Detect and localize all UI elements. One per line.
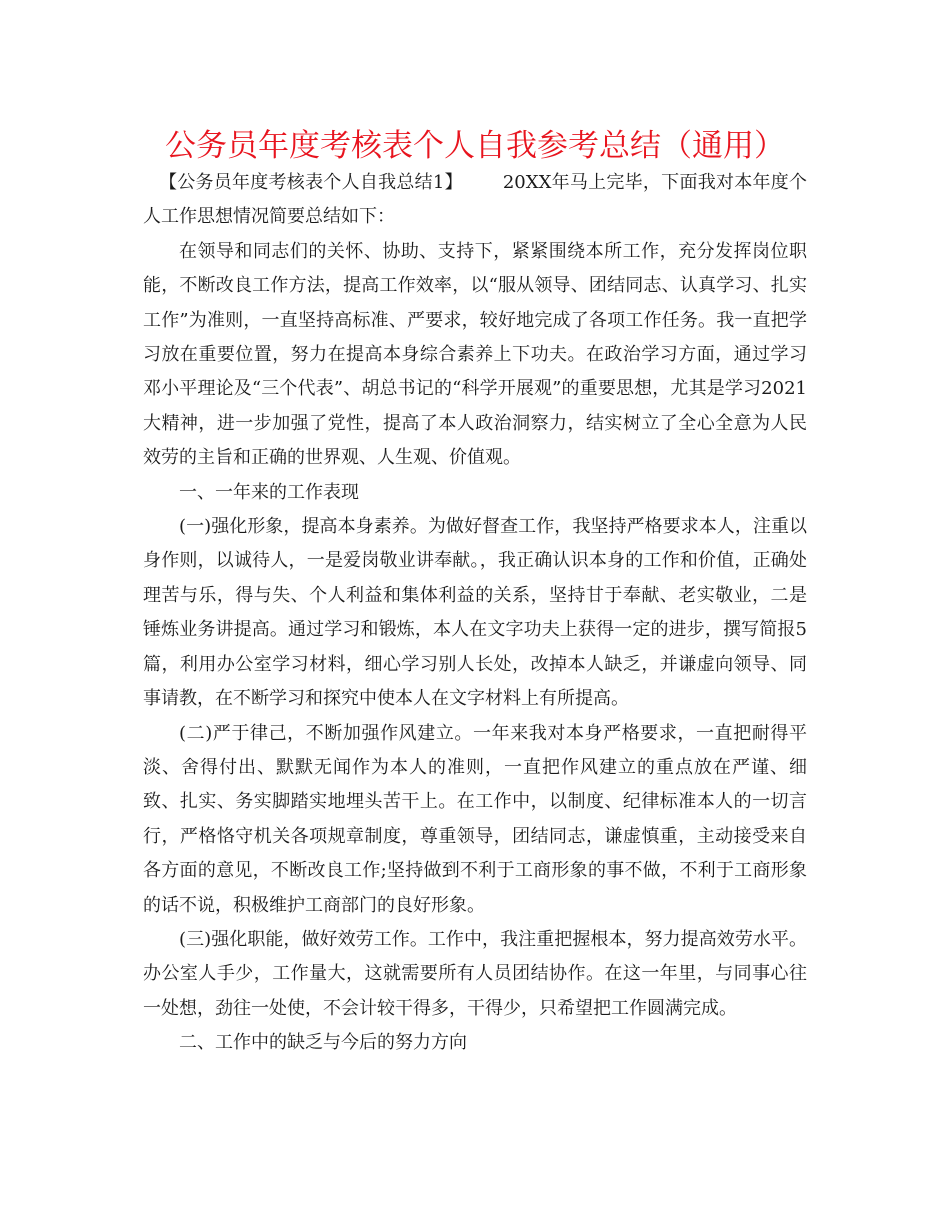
document-body (143, 166, 807, 1061)
document-title: 公务员年度考核表个人自我参考总结（通用） (165, 128, 785, 164)
paragraph-item-3: (三)强化职能，做好效劳工作。工作中，我注重把握根本，努力提高效劳水平。办公室人手少，工作量大，这就需要所有人员团结协作。在这一年里，与同事心往一处想，劲往一处使，不会计较干得多，干得少，只希望把工作圆满完成。 (143, 928, 807, 1019)
lead-text: 20XX年马上完毕，下面我对本年度个人工作思想情况简要总结如下： (143, 172, 807, 228)
lead-tag: 【公务员年度考核表个人自我总结1】 (159, 172, 463, 193)
section-heading-2: 二、工作中的缺乏与今后的努力方向 (179, 1032, 467, 1054)
section-heading-1: 一、一年来的工作表现 (179, 481, 359, 503)
paragraph-intro: 在领导和同志们的关怀、协助、支持下，紧紧围绕本所工作，充分发挥岗位职能，不断改良工作方法，提高工作效率，以“服从领导、团结同志、认真学习、扎实工作”为准则，一直坚持高标准、严要求，较好地完成了各项工作任务。我一直把学习放在重要位置，努力在提高本身综合素养上下功夫。在政治学习方面，通过学习邓小平理论及“三个代表”、胡总书记的“科学开展观”的重要思想，尤其是学习2021大精神，进一步加强了党性，提高了本人政治洞察力，结实树立了全心全意为人民效劳的主旨和正确的世界观、人生观、价值观。 (143, 240, 807, 469)
lead-paragraph (143, 166, 807, 235)
paragraph-item-2: (二)严于律己，不断加强作风建立。一年来我对本身严格要求，一直把耐得平淡、舍得付出、默默无闻作为本人的准则，一直把作风建立的重点放在严谨、细致、扎实、务实脚踏实地埋头苦干上。在工作中，以制度、纪律标准本人的一切言行，严格恪守机关各项规章制度，尊重领导，团结同志，谦虚慎重，主动接受来自各方面的意见，不断改良工作;坚持做到不利于工商形象的事不做，不利于工商形象的话不说，积极维护工商部门的良好形象。 (143, 722, 807, 916)
paragraph-item-1: (一)强化形象，提高本身素养。为做好督查工作，我坚持严格要求本人，注重以身作则，以诚待人，一是爱岗敬业讲奉献。，我正确认识本身的工作和价值，正确处理苦与乐，得与失、个人利益和集体利益的关系，坚持甘于奉献、老实敬业，二是锤炼业务讲提高。通过学习和锻炼，本人在文字功夫上获得一定的进步，撰写简报5篇，利用办公室学习材料，细心学习别人长处，改掉本人缺乏，并谦虚向领导、同事请教，在不断学习和探究中使本人在文字材料上有所提高。 (143, 516, 807, 710)
